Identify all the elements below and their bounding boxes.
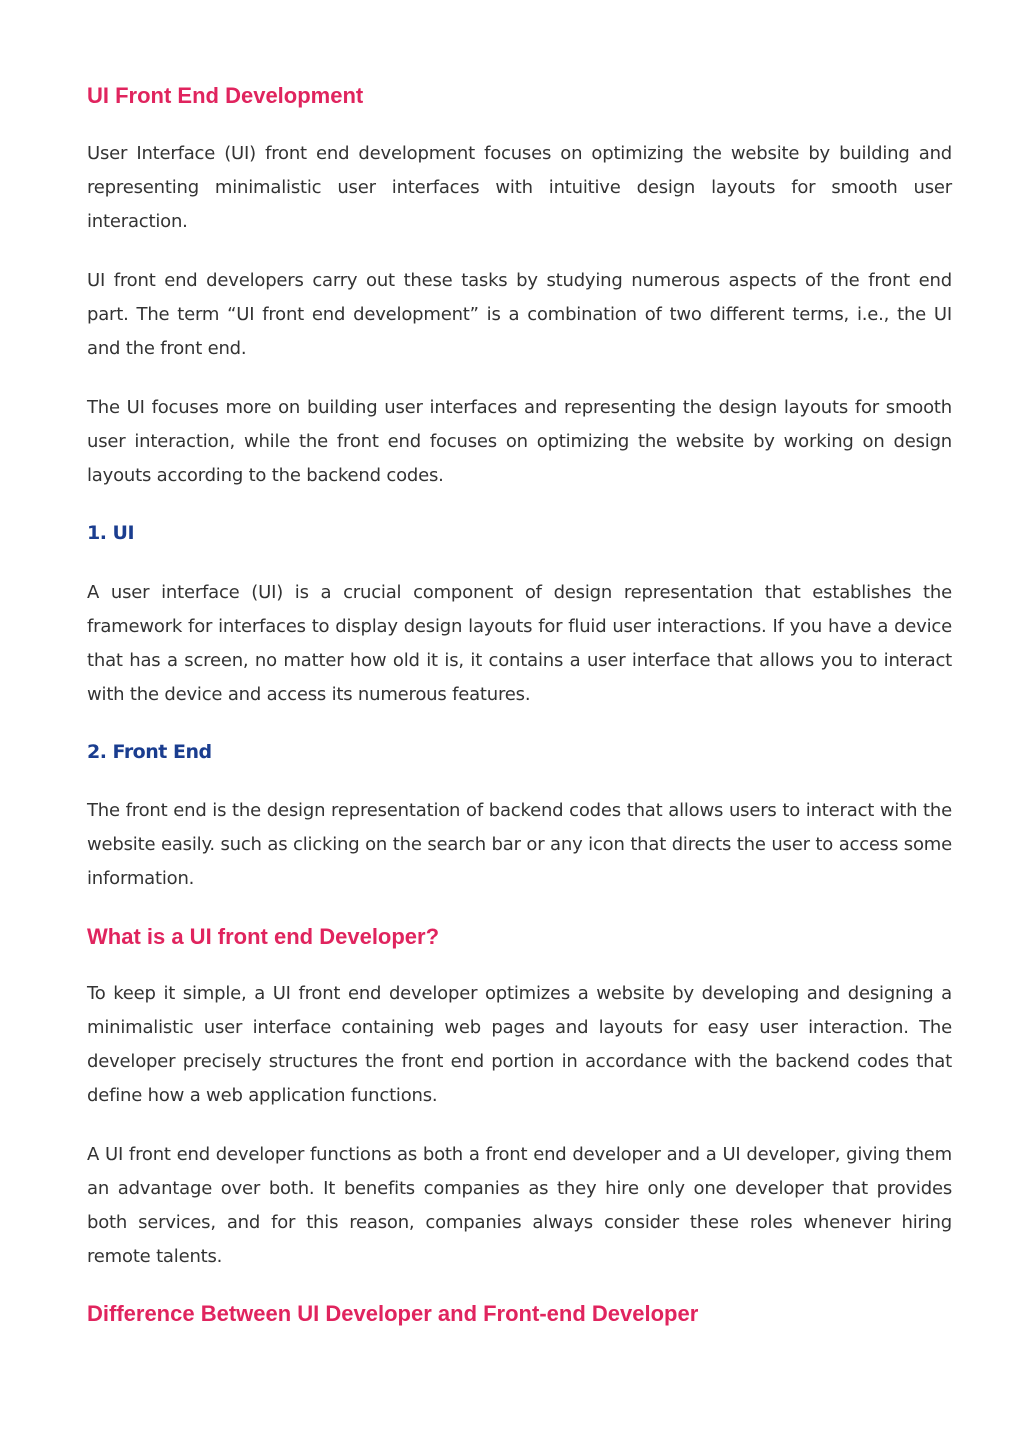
paragraph-ui-vs-front-end: The UI focuses more on building user interfaces and representing the design layouts for smooth user interaction, while the front end focuses on optimizing the website by working on design layouts according to the backend codes. — [87, 397, 952, 486]
paragraph-front-end-definition: The front end is the design representation of backend codes that allows users to interact with the website easily. such as clicking on the search bar or any icon that directs the user to access some information. — [87, 800, 952, 889]
paragraph-ui-definition: A user interface (UI) is a crucial component of design representation that establishes the framework for interfaces to display design layouts for fluid user interactions. If you have a device that has a screen, no matter how old it is, it contains a user interface that allows you to interact with the device and access its numerous features. — [87, 582, 952, 705]
paragraph-tasks: UI front end developers carry out these tasks by studying numerous aspects of the front end part. The term “UI front end development” is a combination of two different terms, i.e., the UI and the front end. — [87, 270, 952, 359]
subheading-front-end: 2. Front End — [87, 741, 212, 763]
paragraph-developer-benefits: A UI front end developer functions as both a front end developer and a UI developer, giving them an advantage over both. It benefits companies as they hire only one developer that provides both services, and for this reason, companies always consider these roles whenever hiring remote talents. — [87, 1144, 952, 1267]
heading-difference-ui-vs-front-end: Difference Between UI Developer and Front-end Developer — [87, 1301, 699, 1326]
heading-what-is-ui-front-end-developer: What is a UI front end Developer? — [87, 924, 440, 949]
heading-ui-front-end-development: UI Front End Development — [87, 83, 364, 108]
paragraph-intro: User Interface (UI) front end development focuses on optimizing the website by building and representing minimalistic user interfaces with intuitive design layouts for smooth user interaction. — [87, 143, 952, 232]
paragraph-developer-role: To keep it simple, a UI front end developer optimizes a website by developing and designing a minimalistic user interface containing web pages and layouts for easy user interaction. The developer precisely structures the front end portion in accordance with the backend codes that define how a web application functions. — [87, 983, 952, 1106]
subheading-ui: 1. UI — [87, 522, 135, 544]
